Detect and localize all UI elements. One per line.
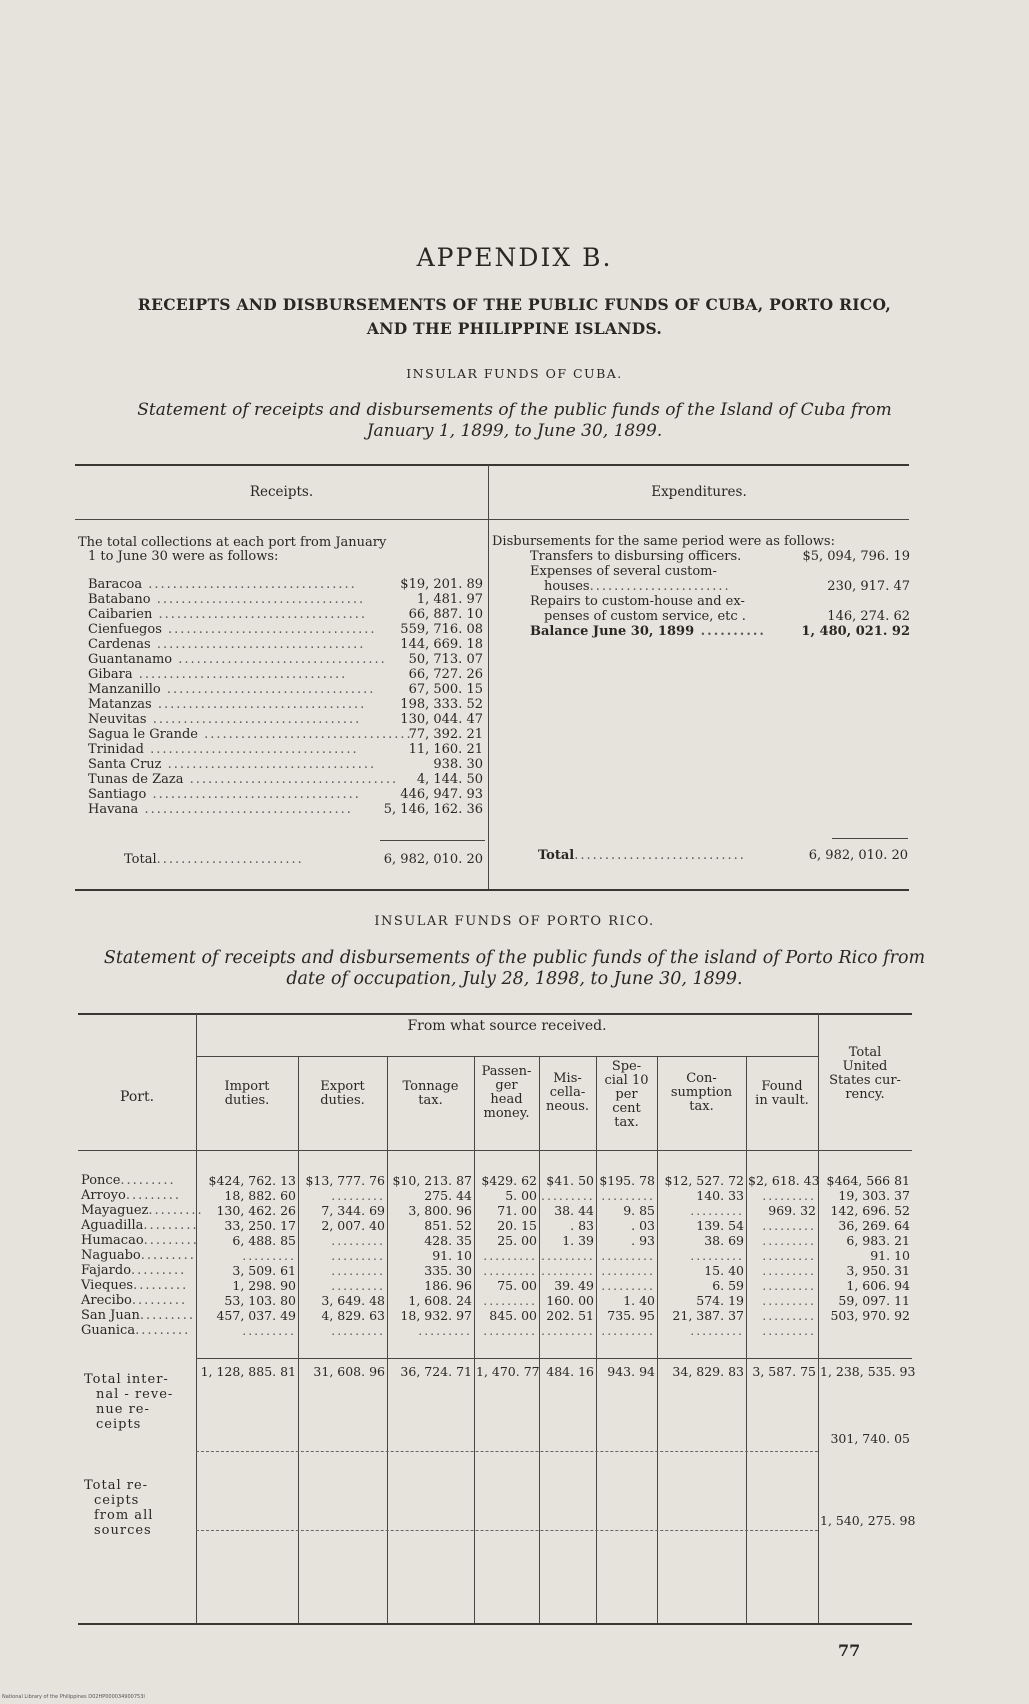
- pr-column-header-line: money.: [483, 1106, 530, 1121]
- cuba-port-row: Caibarien .................................. 66, 887. 10: [88, 607, 483, 622]
- pr-total-cell: 1, 470. 77: [476, 1364, 540, 1379]
- pr-cell: 6, 488. 85: [232, 1233, 296, 1248]
- cuba-table-bottom-rule: [75, 889, 909, 891]
- pr-cell: 202. 51: [546, 1308, 594, 1323]
- cuba-port-amount: $19, 201. 89: [400, 577, 483, 592]
- pr-column-divider: [657, 1057, 658, 1623]
- cuba-port-amount: 77, 392. 21: [408, 727, 483, 742]
- pr-cell: 275. 44: [424, 1188, 472, 1203]
- pr-cell: 20. 15: [497, 1218, 537, 1233]
- receipts-total-row: Total........................ 6, 982, 010. 20: [124, 852, 483, 867]
- pr-cell: .........: [762, 1218, 816, 1233]
- cuba-port-name: Havana: [88, 802, 139, 817]
- pr-column-header-line: Con-: [686, 1071, 717, 1086]
- pr-cell: 6, 983. 21: [846, 1233, 910, 1248]
- cuba-port-name: Tunas de Zaza: [88, 772, 184, 787]
- pr-total-cell: 31, 608. 96: [313, 1364, 385, 1379]
- pr-all-label-line: ceipts: [94, 1493, 140, 1508]
- pr-cell: 1, 298. 90: [232, 1278, 296, 1293]
- pr-cell: 428. 35: [424, 1233, 472, 1248]
- cuba-port-name: Sagua le Grande: [88, 727, 198, 742]
- cuba-port-row: Havana .................................. 5, 146, 162. 36: [88, 802, 483, 817]
- pr-all-label-line: Total re-: [84, 1478, 149, 1493]
- pr-port-row: Arecibo.........: [81, 1293, 188, 1308]
- pr-cell: 15. 40: [704, 1263, 744, 1278]
- pr-column-header-line: tax.: [614, 1115, 639, 1130]
- cuba-port-amount: 938. 30: [433, 757, 483, 772]
- cuba-port-row: Baracoa .................................. $19, 201. 89: [88, 577, 483, 592]
- cuba-port-row: Neuvitas .................................. 130, 044. 47: [88, 712, 483, 727]
- pr-column-header-line: neous.: [545, 1099, 590, 1114]
- pr-port-row: Vieques.........: [81, 1278, 189, 1293]
- pr-column-header-line: United: [842, 1059, 888, 1074]
- receipts-header: Receipts.: [249, 484, 314, 500]
- disb-total-amount: 6, 982, 010. 20: [808, 848, 908, 863]
- pr-cell: 18, 882. 60: [224, 1188, 296, 1203]
- pr-cell: .........: [762, 1248, 816, 1263]
- pr-cell: 2, 007. 40: [321, 1218, 385, 1233]
- pr-column-header-line: rency.: [845, 1087, 885, 1102]
- pr-port-name: Humacao: [81, 1233, 144, 1248]
- page-number: 77: [838, 1641, 861, 1660]
- pr-column-header: [387, 1080, 474, 1108]
- pr-source-header: From what source received.: [407, 1018, 607, 1034]
- disb-balance-amount: 1, 480, 021. 92: [801, 624, 910, 639]
- pr-cell: 71. 00: [497, 1203, 537, 1218]
- pr-cell: .........: [331, 1233, 385, 1248]
- pr-port-name: Naguabo: [81, 1248, 141, 1263]
- pr-cell: .........: [690, 1248, 744, 1263]
- cuba-port-row: Batabano .................................. 1, 481. 97: [88, 592, 483, 607]
- pr-total-cell: 3, 587. 75: [752, 1364, 816, 1379]
- pr-column-export: [300, 1173, 385, 1338]
- pr-cell: 59, 097. 11: [838, 1293, 910, 1308]
- pr-column-passenger: [476, 1173, 537, 1338]
- pr-port-name: San Juan: [81, 1308, 140, 1323]
- pr-port-row: Ponce.........: [81, 1173, 176, 1188]
- pr-cell: .........: [762, 1278, 816, 1293]
- disb-repairs-line-1: Repairs to custom-house and ex-: [530, 594, 745, 609]
- pr-cell: .........: [541, 1263, 595, 1278]
- cuba-port-amount: 1, 481. 97: [416, 592, 483, 607]
- pr-cell: 3, 509. 61: [232, 1263, 296, 1278]
- pr-column-vault: [748, 1173, 820, 1338]
- cuba-section-heading: INSULAR FUNDS OF CUBA.: [406, 366, 623, 381]
- cuba-port-name: Cienfuegos: [88, 622, 162, 637]
- pr-port-row: Fajardo.........: [81, 1263, 187, 1278]
- cuba-port-name: Caibarien: [88, 607, 153, 622]
- pr-all-label-line: from all: [94, 1508, 154, 1523]
- pr-cell: . 93: [631, 1233, 655, 1248]
- pr-cell: $429. 62: [481, 1173, 537, 1188]
- main-title-line-2: AND THE PHILIPPINE ISLANDS.: [366, 319, 663, 338]
- pr-cell: .........: [418, 1323, 472, 1338]
- pr-column-header-line: per: [615, 1087, 638, 1102]
- pr-cell: 75. 00: [497, 1278, 537, 1293]
- disb-transfers-label: Transfers to disbursing officers.: [530, 549, 742, 564]
- pr-column-divider: [746, 1057, 747, 1623]
- disb-total-rule: [832, 838, 908, 839]
- pr-column-header: [196, 1080, 298, 1108]
- pr-column-header-line: cial 10: [604, 1073, 649, 1088]
- cuba-port-amount: 11, 160. 21: [408, 742, 483, 757]
- cuba-port-row: Manzanillo .................................. 67, 500. 15: [88, 682, 483, 697]
- pr-cell: .........: [331, 1188, 385, 1203]
- pr-column-tonnage: [389, 1173, 472, 1338]
- cuba-port-amount: 144, 669. 18: [400, 637, 483, 652]
- cuba-port-amount: 50, 713. 07: [408, 652, 483, 667]
- pr-cell: 1. 39: [562, 1233, 594, 1248]
- pr-cell: $195. 78: [599, 1173, 655, 1188]
- pr-cell: 139. 54: [696, 1218, 744, 1233]
- cuba-port-amount: 66, 887. 10: [408, 607, 483, 622]
- disb-transfers-amount: $5, 094, 796. 19: [802, 549, 910, 564]
- pr-cell: .........: [762, 1263, 816, 1278]
- cuba-table-header-rule: [75, 519, 909, 520]
- cuba-port-list: [88, 577, 483, 817]
- cuba-statement-line-1: Statement of receipts and disbursements of the public funds of the Island of Cuba from: [137, 400, 892, 420]
- pr-column-header-line: head: [490, 1092, 523, 1107]
- pr-cell: .........: [242, 1323, 296, 1338]
- pr-cell: 7, 344. 69: [321, 1203, 385, 1218]
- porto-rico-statement-line-2: date of occupation, July 28, 1898, to June 30, 1899.: [286, 969, 743, 989]
- pr-port-row: Arroyo.........: [81, 1188, 182, 1203]
- pr-port-name: Ponce: [81, 1173, 121, 1188]
- pr-cell: 91. 10: [870, 1248, 910, 1263]
- pr-cell: 36, 269. 64: [838, 1218, 910, 1233]
- pr-internal-label-line: ceipts: [96, 1417, 142, 1432]
- disb-expenses-line-2: houses: [544, 579, 590, 594]
- cuba-port-name: Gibara: [88, 667, 133, 682]
- pr-cell: 19, 303. 37: [838, 1188, 910, 1203]
- cuba-port-row: Santa Cruz .................................. 938. 30: [88, 757, 483, 772]
- pr-total-cell: 1, 238, 535. 93: [820, 1364, 916, 1379]
- main-title: [0, 293, 1029, 341]
- pr-cell: 25. 00: [497, 1233, 537, 1248]
- pr-source-rule: [196, 1056, 818, 1057]
- cuba-port-name: Neuvitas: [88, 712, 147, 727]
- pr-column-header-line: duties.: [224, 1093, 270, 1108]
- pr-cell: .........: [483, 1263, 537, 1278]
- cuba-table-top-rule: [75, 464, 909, 466]
- pr-column-import: [198, 1173, 296, 1338]
- pr-cell: 33, 250. 17: [224, 1218, 296, 1233]
- pr-table-bottom-rule: [78, 1623, 912, 1625]
- pr-cell: . 83: [570, 1218, 594, 1233]
- cuba-port-name: Manzanillo: [88, 682, 161, 697]
- pr-port-list: [81, 1173, 204, 1338]
- cuba-table-divider: [488, 465, 489, 889]
- cuba-port-name: Santa Cruz: [88, 757, 162, 772]
- cuba-port-amount: 446, 947. 93: [400, 787, 483, 802]
- cuba-port-name: Santiago: [88, 787, 147, 802]
- pr-internal-label-line: nue re-: [96, 1402, 150, 1417]
- disb-total-row: Total............................ 6, 982, 010. 20: [538, 848, 908, 863]
- pr-cell: . 03: [631, 1218, 655, 1233]
- pr-cell: .........: [541, 1323, 595, 1338]
- pr-all-sources-total: 1, 540, 275. 98: [820, 1513, 916, 1528]
- pr-cell: .........: [762, 1233, 816, 1248]
- pr-cell: .........: [601, 1188, 655, 1203]
- pr-internal-label-line: Total inter-: [84, 1372, 169, 1387]
- pr-cell: $464, 566 81: [826, 1173, 910, 1188]
- pr-cell: $13, 777. 76: [305, 1173, 385, 1188]
- pr-cell: 4, 829. 63: [321, 1308, 385, 1323]
- pr-cell: 503, 970. 92: [830, 1308, 910, 1323]
- pr-total-cell: 943. 94: [607, 1364, 655, 1379]
- pr-cell: 53, 103. 80: [224, 1293, 296, 1308]
- pr-cell: .........: [483, 1293, 537, 1308]
- pr-port-row: Humacao.........: [81, 1233, 199, 1248]
- pr-total-cell: 36, 724. 71: [400, 1364, 472, 1379]
- cuba-port-row: Tunas de Zaza .................................. 4, 144. 50: [88, 772, 483, 787]
- pr-cell: 457, 037. 49: [216, 1308, 296, 1323]
- pr-column-header-line: tax.: [689, 1099, 714, 1114]
- pr-cell: 38. 44: [554, 1203, 594, 1218]
- pr-cell: .........: [541, 1248, 595, 1263]
- pr-column-special: [598, 1173, 655, 1338]
- pr-cell: 1. 40: [623, 1293, 655, 1308]
- pr-port-name: Arroyo: [81, 1188, 126, 1203]
- pr-cell: $41. 50: [546, 1173, 594, 1188]
- pr-cell: 969. 32: [768, 1203, 816, 1218]
- porto-rico-statement: [0, 948, 1029, 990]
- pr-cell: 3, 950. 31: [846, 1263, 910, 1278]
- pr-column-divider: [596, 1057, 597, 1623]
- pr-all-dot-leader: [196, 1530, 818, 1531]
- pr-column-header-line: States cur-: [829, 1073, 901, 1088]
- cuba-port-amount: 67, 500. 15: [408, 682, 483, 697]
- pr-column-header: [539, 1072, 596, 1114]
- pr-column-misc: [541, 1173, 594, 1338]
- pr-cell: .........: [762, 1308, 816, 1323]
- pr-cell: .........: [601, 1263, 655, 1278]
- pr-column-header-line: duties.: [320, 1093, 365, 1108]
- pr-cell: 735. 95: [607, 1308, 655, 1323]
- cuba-port-row: Matanzas .................................. 198, 333. 52: [88, 697, 483, 712]
- cuba-port-row: Cardenas .................................. 144, 669. 18: [88, 637, 483, 652]
- pr-column-header: [298, 1080, 387, 1108]
- pr-column-divider: [539, 1057, 540, 1623]
- pr-cell: .........: [601, 1278, 655, 1293]
- pr-cell: 845. 00: [489, 1308, 537, 1323]
- pr-cell: 186. 96: [424, 1278, 472, 1293]
- pr-cell: .........: [483, 1248, 537, 1263]
- pr-column-header: [474, 1065, 539, 1121]
- pr-cell: 5. 00: [505, 1188, 537, 1203]
- pr-cell: .........: [762, 1293, 816, 1308]
- pr-cell: .........: [601, 1323, 655, 1338]
- receipts-total-rule: [380, 840, 485, 841]
- pr-cell: $424, 762. 13: [208, 1173, 296, 1188]
- pr-cell: 1, 606. 94: [846, 1278, 910, 1293]
- pr-port-row: Mayaguez.........: [81, 1203, 204, 1218]
- pr-cell: .........: [690, 1323, 744, 1338]
- pr-all-sources-label: [84, 1478, 194, 1538]
- cuba-port-amount: 66, 727. 26: [408, 667, 483, 682]
- cuba-port-row: Cienfuegos .................................. 559, 716. 08: [88, 622, 483, 637]
- cuba-port-name: Baracoa: [88, 577, 143, 592]
- porto-rico-statement-line-1: Statement of receipts and disbursements of the public funds of the island of Porto Rico from: [103, 948, 926, 968]
- pr-cell: .........: [762, 1323, 816, 1338]
- pr-column-divider: [387, 1057, 388, 1623]
- disb-total-label: Total: [538, 848, 575, 863]
- pr-cell: .........: [690, 1203, 744, 1218]
- pr-port-name: Vieques: [81, 1278, 134, 1293]
- pr-port-row: San Juan.........: [81, 1308, 196, 1323]
- pr-total-cell: 484. 16: [546, 1364, 594, 1379]
- pr-internal-dot-leader: [196, 1451, 818, 1452]
- pr-column-header: [818, 1046, 912, 1102]
- pr-cell: 3, 800. 96: [408, 1203, 472, 1218]
- pr-port-row: Guanica.........: [81, 1323, 191, 1338]
- pr-cell: 21, 387. 37: [672, 1308, 744, 1323]
- pr-column-header-line: sumption: [670, 1085, 733, 1100]
- pr-column-divider: [298, 1057, 299, 1623]
- pr-cell: 142, 696. 52: [830, 1203, 910, 1218]
- receipts-total-label: Total: [124, 852, 157, 867]
- pr-port-name: Fajardo: [81, 1263, 132, 1278]
- pr-cell: .........: [331, 1263, 385, 1278]
- pr-cell: 39. 49: [554, 1278, 594, 1293]
- pr-column-consumption: [659, 1173, 744, 1338]
- pr-cell: 91. 10: [432, 1248, 472, 1263]
- appendix-title: APPENDIX B.: [416, 243, 613, 272]
- pr-column-header-line: ger: [495, 1078, 518, 1093]
- pr-cell: 1, 608. 24: [408, 1293, 472, 1308]
- cuba-port-name: Matanzas: [88, 697, 152, 712]
- pr-cell: .........: [242, 1248, 296, 1263]
- receipts-intro-line-2: 1 to June 30 were as follows:: [88, 549, 279, 564]
- pr-column-total_usc: [820, 1173, 910, 1338]
- pr-cell: 6. 59: [712, 1278, 744, 1293]
- main-title-line-1: RECEIPTS AND DISBURSEMENTS OF THE PUBLIC FUNDS OF CUBA, PORTO RICO,: [137, 295, 892, 314]
- receipts-intro: [78, 536, 488, 564]
- cuba-port-name: Batabano: [88, 592, 151, 607]
- pr-cell: 574. 19: [696, 1293, 744, 1308]
- pr-cell: .........: [541, 1188, 595, 1203]
- scan-footer-note: National Library of the Philippines D02HP000034900753I: [2, 1694, 145, 1700]
- pr-internal-revenue-label: [84, 1372, 194, 1432]
- pr-table-top-rule: [78, 1013, 912, 1015]
- pr-column-header-line: Import: [224, 1079, 270, 1094]
- cuba-port-row: Santiago .................................. 446, 947. 93: [88, 787, 483, 802]
- pr-internal-revenue-total: 301, 740. 05: [830, 1431, 910, 1446]
- cuba-port-row: Guantanamo .................................. 50, 713. 07: [88, 652, 483, 667]
- pr-cell: .........: [483, 1323, 537, 1338]
- pr-column-header: [596, 1060, 657, 1130]
- pr-totals-rule: [196, 1358, 912, 1359]
- pr-column-header-line: cella-: [549, 1085, 586, 1100]
- pr-cell: $12, 527. 72: [664, 1173, 744, 1188]
- pr-port-header: Port.: [119, 1089, 155, 1105]
- pr-column-header-line: Found: [761, 1079, 803, 1094]
- pr-cell: 130, 462. 26: [216, 1203, 296, 1218]
- receipts-total-amount: 6, 982, 010. 20: [383, 852, 483, 867]
- pr-cell: 851. 52: [424, 1218, 472, 1233]
- pr-cell: .........: [331, 1278, 385, 1293]
- cuba-port-row: Gibara .................................. 66, 727. 26: [88, 667, 483, 682]
- pr-port-row: Aguadilla.........: [81, 1218, 199, 1233]
- pr-column-header-line: Mis-: [553, 1071, 582, 1086]
- pr-cell: .........: [762, 1188, 816, 1203]
- pr-column-header-line: Export: [320, 1079, 365, 1094]
- cuba-port-name: Trinidad: [88, 742, 144, 757]
- pr-column-header-line: tax.: [418, 1093, 443, 1108]
- pr-cell: 18, 932. 97: [400, 1308, 472, 1323]
- pr-column-header-line: in vault.: [755, 1093, 809, 1108]
- cuba-port-amount: 559, 716. 08: [400, 622, 483, 637]
- pr-port-name: Aguadilla: [81, 1218, 144, 1233]
- cuba-port-amount: 130, 044. 47: [400, 712, 483, 727]
- pr-cell: .........: [601, 1248, 655, 1263]
- disbursements-intro: Disbursements for the same period were as follows:: [492, 534, 835, 549]
- pr-cell: 3, 649. 48: [321, 1293, 385, 1308]
- pr-cell: 38. 69: [704, 1233, 744, 1248]
- pr-port-name: Arecibo: [81, 1293, 132, 1308]
- cuba-port-amount: 5, 146, 162. 36: [383, 802, 483, 817]
- pr-column-header-line: cent: [612, 1101, 641, 1116]
- disb-expenses-amount: 230, 917. 47: [827, 579, 910, 594]
- pr-cell: $10, 213. 87: [392, 1173, 472, 1188]
- pr-cell: .........: [331, 1248, 385, 1263]
- cuba-statement-line-2: January 1, 1899, to June 30, 1899.: [366, 421, 663, 441]
- pr-all-label-line: sources: [94, 1523, 152, 1538]
- cuba-port-name: Guantanamo: [88, 652, 173, 667]
- pr-column-header: [657, 1072, 746, 1114]
- disb-expenses-line-1: Expenses of several custom-: [530, 564, 717, 579]
- pr-cell: 335. 30: [424, 1263, 472, 1278]
- pr-cell: .........: [331, 1323, 385, 1338]
- cuba-port-row: Sagua le Grande .................................. 77, 392. 21: [88, 727, 483, 742]
- cuba-port-name: Cardenas: [88, 637, 151, 652]
- disb-repairs-amount: 146, 274. 62: [827, 609, 910, 624]
- pr-cell: 140. 33: [696, 1188, 744, 1203]
- pr-total-cell: 1, 128, 885. 81: [200, 1364, 296, 1379]
- pr-column-header-line: Passen-: [481, 1064, 532, 1079]
- pr-column-divider: [474, 1057, 475, 1623]
- cuba-port-amount: 198, 333. 52: [400, 697, 483, 712]
- expenditures-header: Expenditures.: [651, 484, 747, 500]
- pr-total-cell: 34, 829. 83: [672, 1364, 744, 1379]
- pr-cell: 160. 00: [546, 1293, 594, 1308]
- cuba-port-row: Trinidad .................................. 11, 160. 21: [88, 742, 483, 757]
- pr-column-header-line: Total: [848, 1045, 882, 1060]
- pr-column-header-line: Spe-: [611, 1059, 642, 1074]
- cuba-port-amount: 4, 144. 50: [416, 772, 483, 787]
- pr-port-name: Guanica: [81, 1323, 136, 1338]
- pr-cell: [820, 1323, 910, 1338]
- pr-cell: $2, 618. 43: [748, 1173, 820, 1188]
- disbursements-list: Transfers to disbursing officers. $5, 094, 796. 19 Expenses of several custom- houses....................... 230, 917. 47 Repairs to custom-house and ex- penses of custom service, etc . 146, 274. 62 Balance June 30, 1899 .......... 1, 480, 021. 92: [530, 549, 910, 639]
- pr-internal-label-line: nal - reve-: [96, 1387, 174, 1402]
- pr-column-header: [746, 1080, 818, 1108]
- pr-header-rule: [78, 1150, 912, 1151]
- disb-balance-label: Balance June 30, 1899: [530, 624, 695, 639]
- porto-rico-section-heading: INSULAR FUNDS OF PORTO RICO.: [374, 914, 655, 929]
- pr-port-row: Naguabo.........: [81, 1248, 196, 1263]
- receipts-intro-line-1: The total collections at each port from January: [78, 535, 387, 550]
- pr-cell: 9. 85: [623, 1203, 655, 1218]
- cuba-statement: [0, 400, 1029, 442]
- pr-column-header-line: Tonnage: [402, 1079, 459, 1094]
- pr-port-name: Mayaguez: [81, 1203, 149, 1218]
- disb-repairs-line-2: penses of custom service, etc .: [544, 609, 746, 624]
- pr-column-divider: [818, 1014, 819, 1623]
